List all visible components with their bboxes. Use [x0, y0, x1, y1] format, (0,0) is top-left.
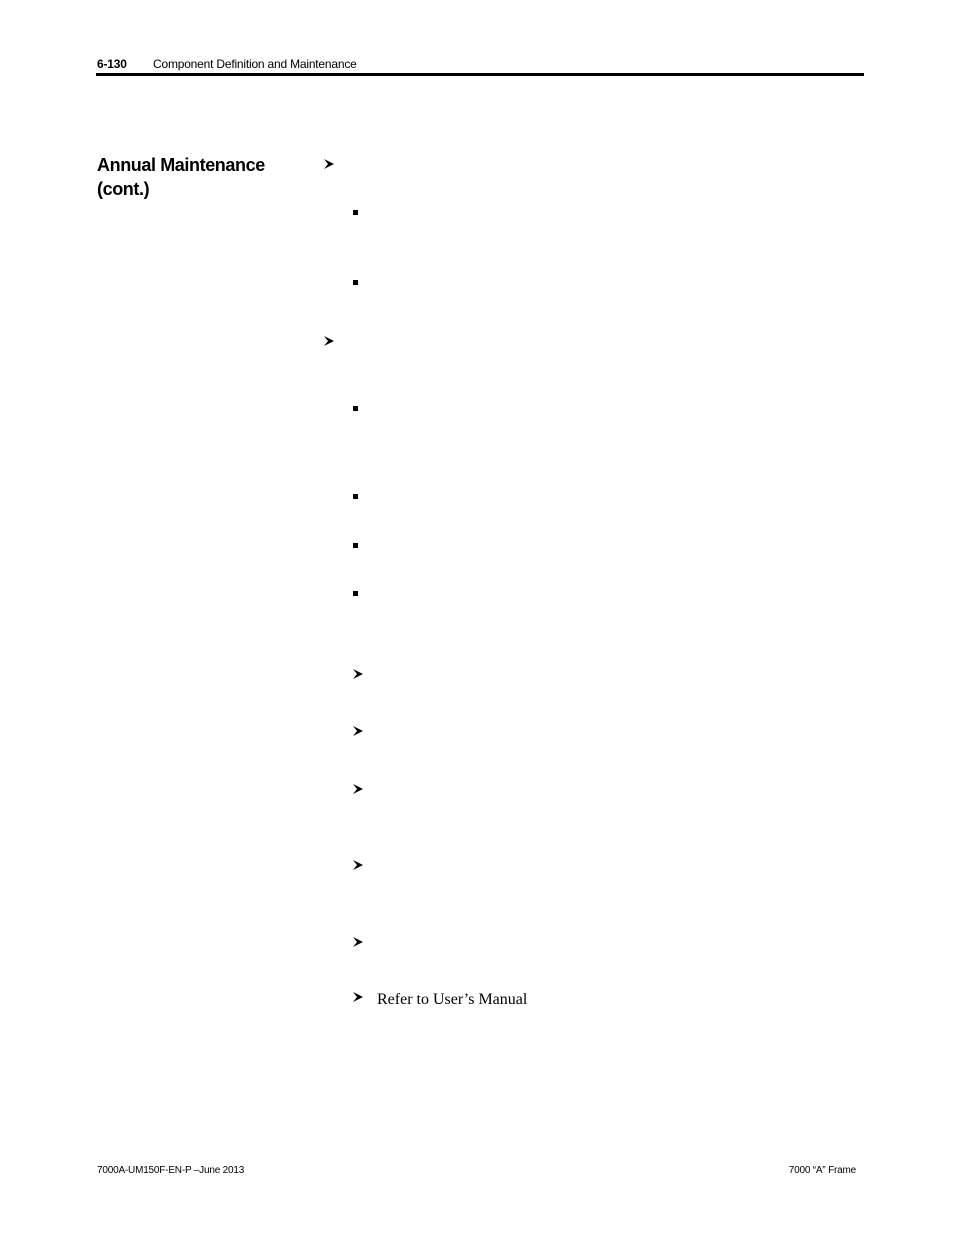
- square-bullet-icon: [353, 591, 358, 596]
- arrowhead-bullet-icon: [352, 991, 366, 1005]
- footer-product-name: 7000 “A” Frame: [788, 1165, 856, 1176]
- arrowhead-bullet-icon: [352, 668, 366, 682]
- list-item: [352, 990, 527, 1010]
- arrowhead-bullet-icon: [352, 936, 366, 950]
- square-bullet-icon: [353, 210, 358, 215]
- footer-document-id: 7000A-UM150F-EN-P –June 2013: [97, 1165, 245, 1176]
- running-header-title: Component Definition and Maintenance: [153, 57, 357, 71]
- arrowhead-bullet-icon: [323, 158, 337, 172]
- list-item-text: Refer to User’s Manual: [377, 991, 528, 1008]
- square-bullet-icon: [353, 543, 358, 548]
- header-rule: [96, 73, 864, 76]
- page-number: 6-130: [97, 57, 127, 71]
- arrowhead-bullet-icon: [323, 335, 337, 349]
- section-heading: Annual Maintenance (cont.): [97, 155, 265, 199]
- arrowhead-bullet-icon: [352, 725, 366, 739]
- square-bullet-icon: [353, 280, 358, 285]
- arrowhead-bullet-icon: [352, 783, 366, 797]
- square-bullet-icon: [353, 406, 358, 411]
- arrowhead-bullet-icon: [352, 859, 366, 873]
- square-bullet-icon: [353, 494, 358, 499]
